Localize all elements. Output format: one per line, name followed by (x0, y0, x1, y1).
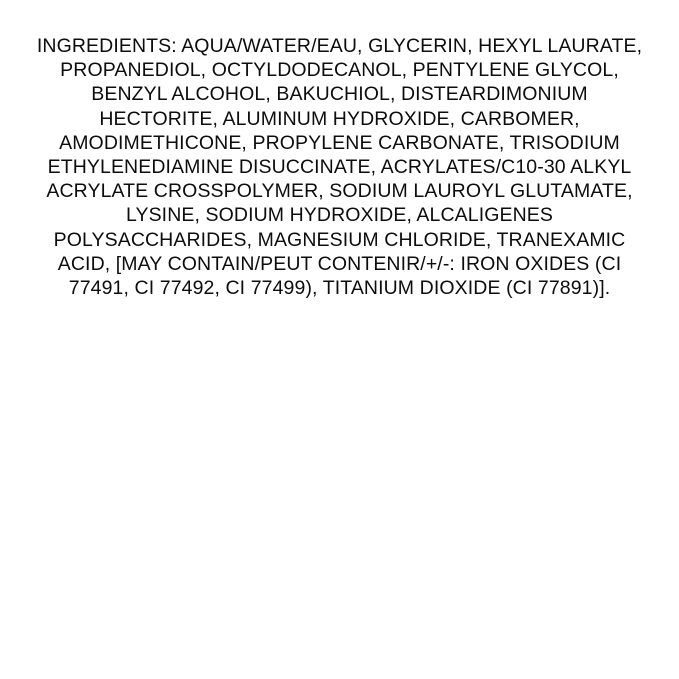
ingredients-line: INGREDIENTS: AQUA/WATER/EAU, GLYCERIN, HEXYL LAURATE, (36, 35, 643, 57)
ingredients-line: LYSINE, SODIUM HYDROXIDE, ALCALIGENES (125, 204, 554, 227)
ingredients-text-block (14, 34, 665, 300)
ingredients-line: HECTORITE, ALUMINUM HYDROXIDE, CARBOMER, (99, 107, 580, 130)
ingredients-label-panel (0, 0, 679, 300)
ingredients-line: PROPANEDIOL, OCTYLDODECANOL, PENTYLENE GLYCOL, (60, 59, 619, 82)
ingredients-line: ACID, [MAY CONTAIN/PEUT CONTENIR/+/-: IRON OXIDES (CI (57, 252, 622, 275)
ingredients-line: ACRYLATE CROSSPOLYMER, SODIUM LAUROYL GLUTAMATE, (46, 180, 633, 203)
ingredients-line: ETHYLENEDIAMINE DISUCCINATE, ACRYLATES/C10-30 ALKYL (47, 156, 632, 179)
ingredients-line: BENZYL ALCOHOL, BAKUCHIOL, DISTEARDIMONIUM (91, 83, 588, 106)
ingredients-line: AMODIMETHICONE, PROPYLENE CARBONATE, TRISODIUM (59, 131, 620, 154)
ingredients-line: 77491, CI 77492, CI 77499), TITANIUM DIOXIDE (CI 77891)]. (68, 277, 611, 300)
ingredients-line: POLYSACCHARIDES, MAGNESIUM CHLORIDE, TRANEXAMIC (53, 228, 626, 251)
